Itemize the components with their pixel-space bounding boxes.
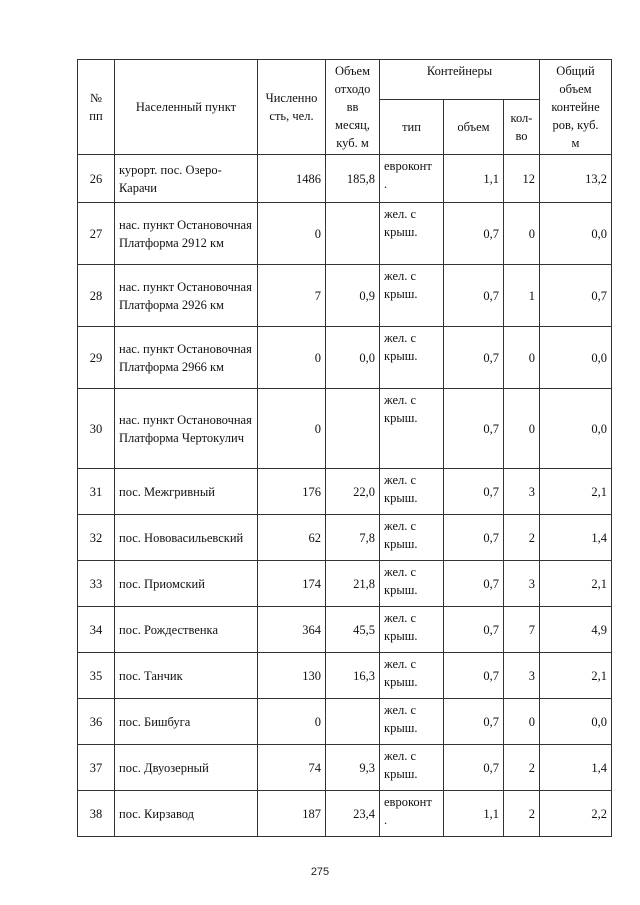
population-cell: 130 — [258, 653, 326, 699]
population-cell: 364 — [258, 607, 326, 653]
container-volume-cell: 0,7 — [444, 327, 504, 389]
container-count-cell: 0 — [504, 203, 540, 265]
waste-volume-cell: 185,8 — [326, 155, 380, 203]
row-number: 32 — [78, 515, 115, 561]
population-cell: 7 — [258, 265, 326, 327]
population-cell: 174 — [258, 561, 326, 607]
container-count-cell: 1 — [504, 265, 540, 327]
settlement-name: нас. пункт Остановочная Платформа Чертокулич — [115, 389, 258, 469]
container-type-cell — [380, 607, 444, 653]
container-volume-cell: 0,7 — [444, 699, 504, 745]
total-volume-cell: 2,1 — [540, 653, 612, 699]
header-num: № пп — [78, 60, 115, 155]
total-volume-cell: 0,7 — [540, 265, 612, 327]
row-number: 35 — [78, 653, 115, 699]
total-volume-cell: 1,4 — [540, 745, 612, 791]
container-count-cell: 0 — [504, 699, 540, 745]
table-row — [78, 607, 612, 653]
total-volume-cell: 0,0 — [540, 327, 612, 389]
container-volume-cell: 0,7 — [444, 203, 504, 265]
container-type-text: евроконт . — [384, 795, 432, 827]
settlement-name: пос. Двуозерный — [115, 745, 258, 791]
container-type-cell — [380, 745, 444, 791]
row-number: 31 — [78, 469, 115, 515]
table-row — [78, 699, 612, 745]
table-row — [78, 203, 612, 265]
total-volume-cell: 2,1 — [540, 469, 612, 515]
container-type-text: жел. с крыш. — [384, 269, 418, 301]
row-number: 33 — [78, 561, 115, 607]
table-row — [78, 515, 612, 561]
container-type-text: жел. с крыш. — [384, 331, 418, 363]
container-volume-cell: 0,7 — [444, 561, 504, 607]
container-type-text: жел. с крыш. — [384, 519, 418, 551]
container-volume-cell: 0,7 — [444, 515, 504, 561]
container-type-text: евроконт . — [384, 159, 432, 191]
container-type-text: жел. с крыш. — [384, 657, 418, 689]
header-population: Численно сть, чел. — [258, 60, 326, 155]
row-number: 37 — [78, 745, 115, 791]
total-volume-cell: 13,2 — [540, 155, 612, 203]
container-volume-cell: 1,1 — [444, 791, 504, 837]
settlement-name: пос. Танчик — [115, 653, 258, 699]
container-volume-cell: 1,1 — [444, 155, 504, 203]
container-count-cell: 2 — [504, 791, 540, 837]
container-volume-cell: 0,7 — [444, 607, 504, 653]
population-cell: 0 — [258, 699, 326, 745]
settlement-name: пос. Рождественка — [115, 607, 258, 653]
header-waste-volume: Объем отходо вв месяц, куб. м — [326, 60, 380, 155]
table-header — [78, 60, 612, 155]
population-cell: 0 — [258, 203, 326, 265]
waste-volume-cell — [326, 203, 380, 265]
container-volume-cell: 0,7 — [444, 745, 504, 791]
container-volume-cell: 0,7 — [444, 653, 504, 699]
table-row — [78, 469, 612, 515]
container-type-text: жел. с крыш. — [384, 565, 418, 597]
container-count-cell: 3 — [504, 653, 540, 699]
settlement-name: нас. пункт Остановочная Платформа 2966 км — [115, 327, 258, 389]
waste-volume-cell: 21,8 — [326, 561, 380, 607]
population-cell: 176 — [258, 469, 326, 515]
header-settlement: Населенный пункт — [115, 60, 258, 155]
waste-volume-cell: 23,4 — [326, 791, 380, 837]
container-type-cell — [380, 203, 444, 265]
waste-containers-table — [77, 59, 612, 837]
container-count-cell: 7 — [504, 607, 540, 653]
total-volume-cell: 1,4 — [540, 515, 612, 561]
container-type-cell — [380, 265, 444, 327]
container-type-text: жел. с крыш. — [384, 473, 418, 505]
settlement-name: курорт. пос. Озеро-Карачи — [115, 155, 258, 203]
header-container-volume: объем — [444, 100, 504, 155]
row-number: 27 — [78, 203, 115, 265]
population-cell: 0 — [258, 389, 326, 469]
table-row — [78, 561, 612, 607]
container-type-text: жел. с крыш. — [384, 749, 418, 781]
waste-volume-cell — [326, 389, 380, 469]
container-type-cell — [380, 791, 444, 837]
container-count-cell: 0 — [504, 327, 540, 389]
container-type-cell — [380, 469, 444, 515]
waste-volume-cell: 7,8 — [326, 515, 380, 561]
waste-volume-cell: 0,9 — [326, 265, 380, 327]
total-volume-cell: 2,2 — [540, 791, 612, 837]
header-container-count: кол- во — [504, 100, 540, 155]
population-cell: 62 — [258, 515, 326, 561]
row-number: 36 — [78, 699, 115, 745]
population-cell: 74 — [258, 745, 326, 791]
container-type-cell — [380, 561, 444, 607]
page-number: 275 — [310, 866, 330, 878]
table-row — [78, 791, 612, 837]
table-row — [78, 155, 612, 203]
container-type-cell — [380, 699, 444, 745]
settlement-name: пос. Кирзавод — [115, 791, 258, 837]
table-row — [78, 389, 612, 469]
container-count-cell: 2 — [504, 515, 540, 561]
total-volume-cell: 0,0 — [540, 203, 612, 265]
waste-volume-cell: 16,3 — [326, 653, 380, 699]
container-type-text: жел. с крыш. — [384, 393, 418, 425]
header-total-volume: Общий объем контейне ров, куб. м — [540, 60, 612, 155]
container-count-cell: 0 — [504, 389, 540, 469]
container-count-cell: 2 — [504, 745, 540, 791]
container-type-text: жел. с крыш. — [384, 207, 418, 239]
settlement-name: пос. Бишбуга — [115, 699, 258, 745]
table-row — [78, 653, 612, 699]
table-row — [78, 745, 612, 791]
row-number: 29 — [78, 327, 115, 389]
row-number: 34 — [78, 607, 115, 653]
waste-volume-cell — [326, 699, 380, 745]
row-number: 28 — [78, 265, 115, 327]
container-type-text: жел. с крыш. — [384, 703, 418, 735]
container-count-cell: 3 — [504, 561, 540, 607]
population-cell: 187 — [258, 791, 326, 837]
table-row — [78, 327, 612, 389]
container-count-cell: 12 — [504, 155, 540, 203]
settlement-name: нас. пункт Остановочная Платформа 2926 км — [115, 265, 258, 327]
waste-volume-cell: 45,5 — [326, 607, 380, 653]
container-volume-cell: 0,7 — [444, 389, 504, 469]
total-volume-cell: 4,9 — [540, 607, 612, 653]
row-number: 26 — [78, 155, 115, 203]
settlement-name: пос. Нововасильевский — [115, 515, 258, 561]
population-cell: 0 — [258, 327, 326, 389]
container-count-cell: 3 — [504, 469, 540, 515]
header-container-type: тип — [380, 100, 444, 155]
settlement-name: пос. Приомский — [115, 561, 258, 607]
container-type-cell — [380, 155, 444, 203]
container-type-cell — [380, 389, 444, 469]
header-containers: Контейнеры — [380, 60, 540, 100]
row-number: 30 — [78, 389, 115, 469]
container-volume-cell: 0,7 — [444, 265, 504, 327]
container-volume-cell: 0,7 — [444, 469, 504, 515]
container-type-cell — [380, 653, 444, 699]
waste-volume-cell: 22,0 — [326, 469, 380, 515]
row-number: 38 — [78, 791, 115, 837]
settlement-name: нас. пункт Остановочная Платформа 2912 км — [115, 203, 258, 265]
table-body — [78, 155, 612, 837]
settlement-name: пос. Межгривный — [115, 469, 258, 515]
population-cell: 1486 — [258, 155, 326, 203]
total-volume-cell: 0,0 — [540, 389, 612, 469]
container-type-cell — [380, 515, 444, 561]
total-volume-cell: 0,0 — [540, 699, 612, 745]
table-row — [78, 265, 612, 327]
container-type-cell — [380, 327, 444, 389]
container-type-text: жел. с крыш. — [384, 611, 418, 643]
total-volume-cell: 2,1 — [540, 561, 612, 607]
waste-volume-cell: 9,3 — [326, 745, 380, 791]
waste-volume-cell: 0,0 — [326, 327, 380, 389]
